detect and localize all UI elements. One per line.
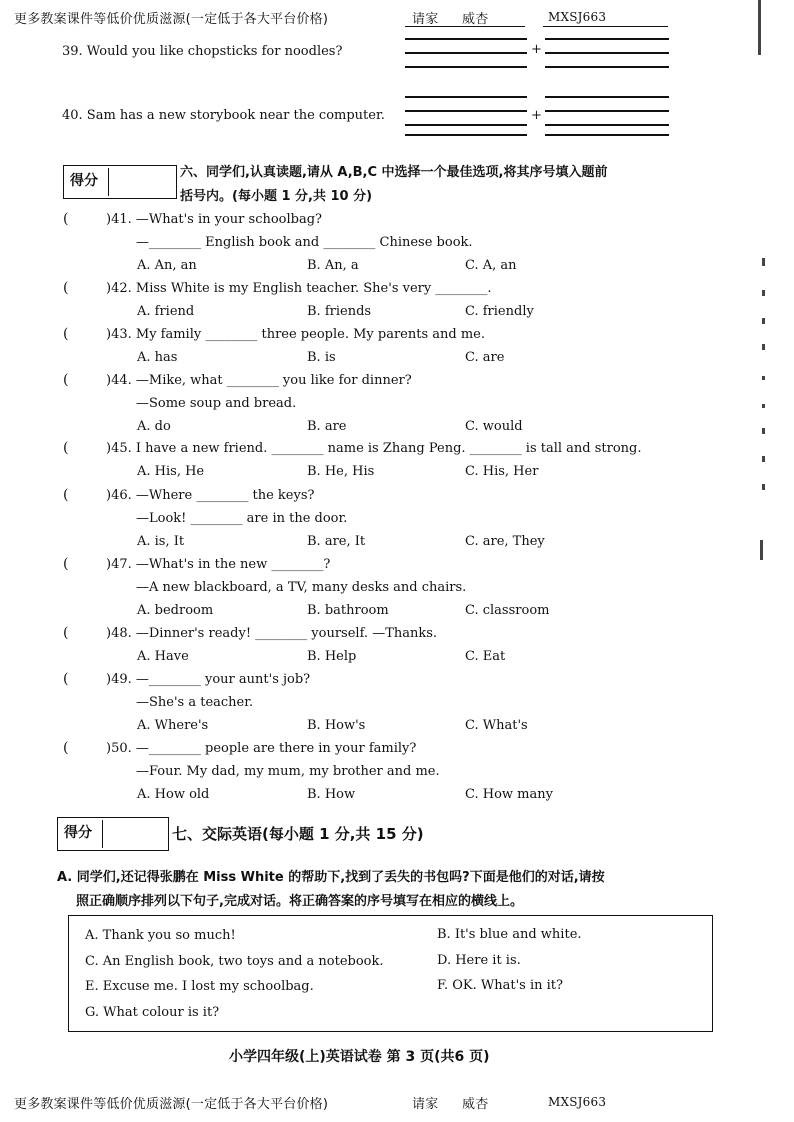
answer-paren[interactable]: ( bbox=[63, 372, 69, 388]
choice-option-b: B. friends bbox=[307, 304, 372, 319]
choice-option-c: C. friendly bbox=[465, 304, 534, 319]
dialogue-options-box bbox=[68, 915, 713, 1032]
option-e: E. Excuse me. I lost my schoolbag. bbox=[85, 979, 314, 994]
question-stem: )41. —What's in your schoolbag? bbox=[106, 212, 323, 227]
question-reply-line: —Look! ________ are in the door. bbox=[136, 511, 348, 526]
option-d: D. Here it is. bbox=[437, 953, 521, 968]
option-g: G. What colour is it? bbox=[85, 1005, 220, 1020]
score-divider bbox=[102, 820, 103, 848]
choice-option-c: C. What's bbox=[465, 718, 528, 733]
choice-option-b: B. An, a bbox=[307, 258, 359, 273]
q40-answer-line[interactable] bbox=[545, 110, 669, 112]
question-reply-line: —________ English book and ________ Chinese book. bbox=[136, 235, 473, 250]
choice-option-c: C. His, Her bbox=[465, 464, 539, 479]
q40-answer-line[interactable] bbox=[405, 124, 527, 126]
bottom-banner-code: MXSJ663 bbox=[548, 1095, 607, 1109]
q40-text: 40. Sam has a new storybook near the computer. bbox=[62, 108, 385, 123]
answer-paren[interactable]: ( bbox=[63, 487, 69, 503]
section7-score-label: 得分 bbox=[64, 825, 92, 841]
q40-answer-line[interactable] bbox=[405, 110, 527, 112]
choice-option-b: B. is bbox=[307, 350, 336, 365]
choice-option-c: C. How many bbox=[465, 787, 553, 802]
question-stem: )44. —Mike, what ________ you like for dinner? bbox=[106, 373, 412, 388]
choice-option-a: A. is, It bbox=[137, 534, 185, 549]
q39-answer-line[interactable] bbox=[405, 38, 527, 40]
edge-mark bbox=[762, 344, 765, 350]
choice-option-c: C. would bbox=[465, 419, 523, 434]
q40-answer-line[interactable] bbox=[545, 134, 669, 136]
choice-option-c: C. are bbox=[465, 350, 505, 365]
question-stem: )47. —What's in the new ________? bbox=[106, 557, 331, 572]
option-f: F. OK. What's in it? bbox=[437, 978, 563, 993]
choice-option-b: B. are, It bbox=[307, 534, 366, 549]
edge-mark bbox=[762, 456, 765, 462]
score-divider bbox=[108, 168, 109, 196]
answer-paren[interactable]: ( bbox=[63, 625, 69, 641]
bottom-banner-text: 更多教案课件等低价优质滋源(一定低于各大平台价格) bbox=[14, 1097, 329, 1112]
answer-paren[interactable]: ( bbox=[63, 556, 69, 572]
section6-title-line2: 括号内。(每小题 1 分,共 10 分) bbox=[180, 189, 373, 204]
choice-option-a: A. An, an bbox=[137, 258, 197, 273]
choice-option-c: C. A, an bbox=[465, 258, 517, 273]
page-footer: 小学四年级(上)英语试卷 第 3 页(共6 页) bbox=[229, 1049, 490, 1065]
section6-score-box bbox=[63, 165, 177, 199]
section6-title-line1: 六、同学们,认真读题,请从 A,B,C 中选择一个最佳选项,将其序号填入题前 bbox=[180, 165, 608, 180]
q39-answer-line[interactable] bbox=[405, 52, 527, 54]
choice-option-b: B. bathroom bbox=[307, 603, 389, 618]
edge-mark bbox=[762, 290, 765, 296]
question-reply-line: —She's a teacher. bbox=[136, 695, 254, 710]
choice-option-a: A. has bbox=[137, 350, 178, 365]
edge-mark bbox=[762, 484, 765, 490]
edge-mark bbox=[762, 376, 765, 380]
q40-answer-line[interactable] bbox=[405, 134, 527, 136]
top-banner-name: 威杏 bbox=[462, 12, 489, 27]
choice-option-b: B. Help bbox=[307, 649, 357, 664]
option-b: B. It's blue and white. bbox=[437, 927, 582, 942]
question-stem: )43. My family ________ three people. My parents and me. bbox=[106, 327, 485, 342]
top-banner-text: 更多教案课件等低价优质滋源(一定低于各大平台价格) bbox=[14, 12, 329, 27]
question-reply-line: —Some soup and bread. bbox=[136, 396, 297, 411]
q39-answer-line[interactable] bbox=[545, 38, 669, 40]
q40-plus: + bbox=[531, 108, 542, 123]
edge-mark bbox=[762, 258, 765, 266]
choice-option-a: A. How old bbox=[137, 787, 210, 802]
edge-mark bbox=[762, 404, 765, 408]
q39-answer-line[interactable] bbox=[545, 52, 669, 54]
choice-option-b: B. are bbox=[307, 419, 347, 434]
choice-option-a: A. Have bbox=[137, 649, 189, 664]
question-stem: )50. —________ people are there in your family? bbox=[106, 741, 417, 756]
q39-answer-line[interactable] bbox=[405, 66, 527, 68]
section6-score-label: 得分 bbox=[70, 173, 98, 189]
edge-mark bbox=[762, 318, 765, 324]
section7-title: 七、交际英语(每小题 1 分,共 15 分) bbox=[172, 825, 424, 843]
bottom-banner-name: 威杏 bbox=[462, 1097, 489, 1112]
answer-paren[interactable]: ( bbox=[63, 740, 69, 756]
section7-intro-line2: 照正确顺序排列以下句子,完成对话。将正确答案的序号填写在相应的横线上。 bbox=[76, 894, 523, 909]
top-banner-code: MXSJ663 bbox=[548, 10, 607, 24]
choice-option-a: A. bedroom bbox=[137, 603, 214, 618]
bottom-banner-contact: 请家 bbox=[412, 1097, 439, 1112]
option-c: C. An English book, two toys and a notebook. bbox=[85, 954, 384, 969]
question-stem: )49. —________ your aunt's job? bbox=[106, 672, 311, 687]
q40-answer-line[interactable] bbox=[545, 124, 669, 126]
option-a: A. Thank you so much! bbox=[85, 928, 236, 943]
choice-option-b: B. How bbox=[307, 787, 356, 802]
section7-intro-line1: A. 同学们,还记得张鹏在 Miss White 的帮助下,找到了丢失的书包吗?下面是他们的对话,请按 bbox=[57, 870, 605, 885]
answer-paren[interactable]: ( bbox=[63, 280, 69, 296]
answer-paren[interactable]: ( bbox=[63, 211, 69, 227]
choice-option-b: B. He, His bbox=[307, 464, 375, 479]
choice-option-c: C. are, They bbox=[465, 534, 545, 549]
question-reply-line: —A new blackboard, a TV, many desks and chairs. bbox=[136, 580, 467, 595]
question-stem: )45. I have a new friend. ________ name is Zhang Peng. ________ is tall and strong. bbox=[106, 441, 642, 456]
choice-option-a: A. His, He bbox=[137, 464, 205, 479]
answer-paren[interactable]: ( bbox=[63, 326, 69, 342]
choice-option-c: C. classroom bbox=[465, 603, 550, 618]
question-stem: )42. Miss White is my English teacher. She's very ________. bbox=[106, 281, 492, 296]
edge-mark bbox=[758, 0, 761, 55]
banner-underline-2 bbox=[543, 26, 668, 27]
q40-answer-line[interactable] bbox=[545, 96, 669, 98]
q40-answer-line[interactable] bbox=[405, 96, 527, 98]
answer-paren[interactable]: ( bbox=[63, 440, 69, 456]
question-reply-line: —Four. My dad, my mum, my brother and me. bbox=[136, 764, 440, 779]
choice-option-c: C. Eat bbox=[465, 649, 506, 664]
choice-option-a: A. do bbox=[137, 419, 171, 434]
answer-paren[interactable]: ( bbox=[63, 671, 69, 687]
edge-mark bbox=[760, 540, 763, 560]
banner-underline bbox=[405, 26, 525, 27]
q39-text: 39. Would you like chopsticks for noodles? bbox=[62, 44, 343, 59]
choice-option-b: B. How's bbox=[307, 718, 366, 733]
top-banner-contact: 请家 bbox=[412, 12, 439, 27]
choice-option-a: A. Where's bbox=[137, 718, 209, 733]
question-stem: )48. —Dinner's ready! ________ yourself. —Thanks. bbox=[106, 626, 438, 641]
edge-mark bbox=[762, 428, 765, 434]
q39-answer-line[interactable] bbox=[545, 66, 669, 68]
section7-score-box bbox=[57, 817, 169, 851]
choice-option-a: A. friend bbox=[137, 304, 195, 319]
question-stem: )46. —Where ________ the keys? bbox=[106, 488, 315, 503]
q39-plus: + bbox=[531, 42, 542, 57]
